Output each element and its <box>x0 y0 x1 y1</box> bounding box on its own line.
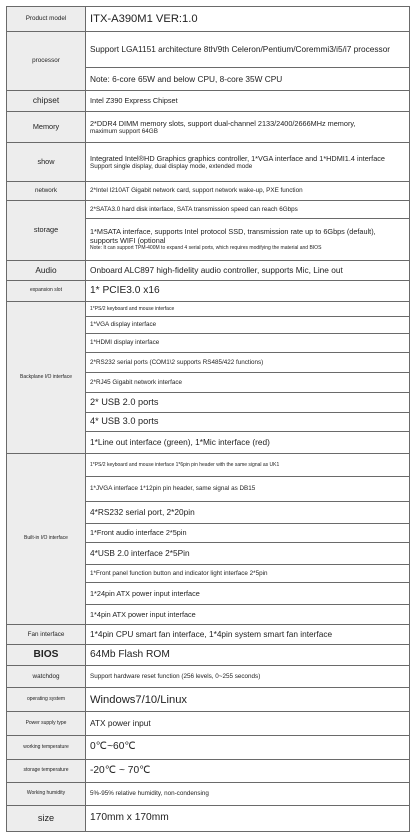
row-show <box>7 143 410 182</box>
label-memory: Memory <box>7 112 86 143</box>
builtin-item-jvga: 1*JVGA interface 1*12pin pin header, same signal as DB15 <box>86 477 410 502</box>
builtin-item-ps2: 1*PS/2 keyboard and mouse interface 1*6pin pin header with the same signal as UK1 <box>86 454 410 477</box>
show-line-2: Support single display, dual display mode, extended mode <box>90 162 253 170</box>
value-memory <box>86 112 410 143</box>
row-power-supply <box>7 712 410 736</box>
label-backplane-io: Backplane I/O interface <box>7 302 86 454</box>
builtin-item-usb2: 4*USB 2.0 interface 2*5Pin <box>86 543 410 565</box>
row-product-model <box>7 7 410 32</box>
label-network: network <box>7 182 86 201</box>
storage-msata-line: 1*MSATA interface, supports Intel protocol SSD, transmission rate up to 6Gbps (default), supports WIFI (optional <box>90 227 376 246</box>
row-chipset <box>7 91 410 112</box>
row-builtin-ps2 <box>7 454 410 477</box>
value-operating-system: Windows7/10/Linux <box>86 688 410 712</box>
value-size: 170mm x 170mm <box>86 806 410 832</box>
label-bios: BIOS <box>7 645 86 666</box>
label-storage: storage <box>7 201 86 261</box>
value-working-humidity: 5%-95% relative humidity, non-condensing <box>86 783 410 806</box>
builtin-item-atx4: 1*4pin ATX power input interface <box>86 605 410 625</box>
label-product-model: Product model <box>7 7 86 32</box>
memory-line-1: 2*DDR4 DIMM memory slots, support dual-channel 2133/2400/2666MHz memory, <box>90 118 356 128</box>
value-power-supply: ATX power input <box>86 712 410 736</box>
builtin-item-atx24: 1*24pin ATX power input interface <box>86 583 410 605</box>
backplane-item-rs232: 2*RS232 serial ports (COM1\2 supports RS485/422 functions) <box>86 353 410 373</box>
backplane-item-hdmi: 1*HDMI display interface <box>86 334 410 353</box>
value-processor-support: Support LGA1151 architecture 8th/9th Celeron/Pentium/Coremmi3/i5/i7 processor <box>86 32 410 68</box>
value-storage-sata: 2*SATA3.0 hard disk interface, SATA transmission speed can reach 6Gbps <box>86 201 410 219</box>
backplane-item-rj45: 2*RJ45 Gigabit network interface <box>86 373 410 393</box>
backplane-item-usb3: 4* USB 3.0 ports <box>86 413 410 432</box>
storage-note-line: Note: It can support TPM-400M to expand 4 serial ports, which requires modifying the material and BIOS <box>90 245 322 252</box>
row-size <box>7 806 410 832</box>
label-working-temperature: working temperature <box>7 736 86 760</box>
row-storage <box>7 201 410 219</box>
value-storage-temperature: -20℃ ~ 70℃ <box>86 760 410 783</box>
row-operating-system <box>7 688 410 712</box>
builtin-item-front-audio: 1*Front audio interface 2*5pin <box>86 524 410 543</box>
builtin-item-rs232: 4*RS232 serial port, 2*20pin <box>86 502 410 524</box>
row-memory <box>7 112 410 143</box>
value-audio: Onboard ALC897 high-fidelity audio controller, supports Mic, Line out <box>86 261 410 281</box>
row-bios <box>7 645 410 666</box>
backplane-item-vga: 1*VGA display interface <box>86 317 410 334</box>
backplane-item-usb2: 2* USB 2.0 ports <box>86 393 410 413</box>
label-builtin-io: Built-in I/O interface <box>7 454 86 625</box>
row-expansion-slot <box>7 281 410 302</box>
label-expansion-slot: expansion slot <box>7 281 86 302</box>
row-processor <box>7 32 410 68</box>
row-watchdog <box>7 666 410 688</box>
label-chipset: chipset <box>7 91 86 112</box>
row-network <box>7 182 410 201</box>
label-power-supply: Power supply type <box>7 712 86 736</box>
memory-line-2: maximum support 64GB <box>90 127 158 135</box>
value-fan-interface: 1*4pin CPU smart fan interface, 1*4pin system smart fan interface <box>86 625 410 645</box>
builtin-item-front-panel: 1*Front panel function button and indicator light interface 2*5pin <box>86 565 410 583</box>
value-network: 2*Intel I210AT Gigabit network card, support network wake-up, PXE function <box>86 182 410 201</box>
show-line-1: Integrated Intel®HD Graphics graphics controller, 1*VGA interface and 1*HDMI1.4 interface <box>90 153 385 163</box>
value-product-model: ITX-A390M1 VER:1.0 <box>86 7 410 32</box>
value-chipset: Intel Z390 Express Chipset <box>86 91 410 112</box>
value-processor-note: Note: 6-core 65W and below CPU, 8-core 35W CPU <box>86 68 410 91</box>
row-storage-temperature <box>7 760 410 783</box>
label-fan-interface: Fan interface <box>7 625 86 645</box>
backplane-item-audio: 1*Line out interface (green), 1*Mic interface (red) <box>86 432 410 454</box>
label-working-humidity: Working humidity <box>7 783 86 806</box>
label-storage-temperature: storage temperature <box>7 760 86 783</box>
value-expansion-slot: 1* PCIE3.0 x16 <box>86 281 410 302</box>
value-show <box>86 143 410 182</box>
row-working-humidity <box>7 783 410 806</box>
spec-table <box>6 6 410 832</box>
label-watchdog: watchdog <box>7 666 86 688</box>
label-audio: Audio <box>7 261 86 281</box>
label-operating-system: operating system <box>7 688 86 712</box>
row-audio <box>7 261 410 281</box>
value-bios: 64Mb Flash ROM <box>86 645 410 666</box>
row-working-temperature <box>7 736 410 760</box>
value-watchdog: Support hardware reset function (256 levels, 0~255 seconds) <box>86 666 410 688</box>
label-show: show <box>7 143 86 182</box>
row-fan-interface <box>7 625 410 645</box>
label-size: size <box>7 806 86 832</box>
backplane-item-ps2: 1*PS/2 keyboard and mouse interface <box>86 302 410 317</box>
row-backplane-ps2 <box>7 302 410 317</box>
label-processor: processor <box>7 32 86 91</box>
value-working-temperature: 0℃~60℃ <box>86 736 410 760</box>
value-storage-msata <box>86 219 410 261</box>
